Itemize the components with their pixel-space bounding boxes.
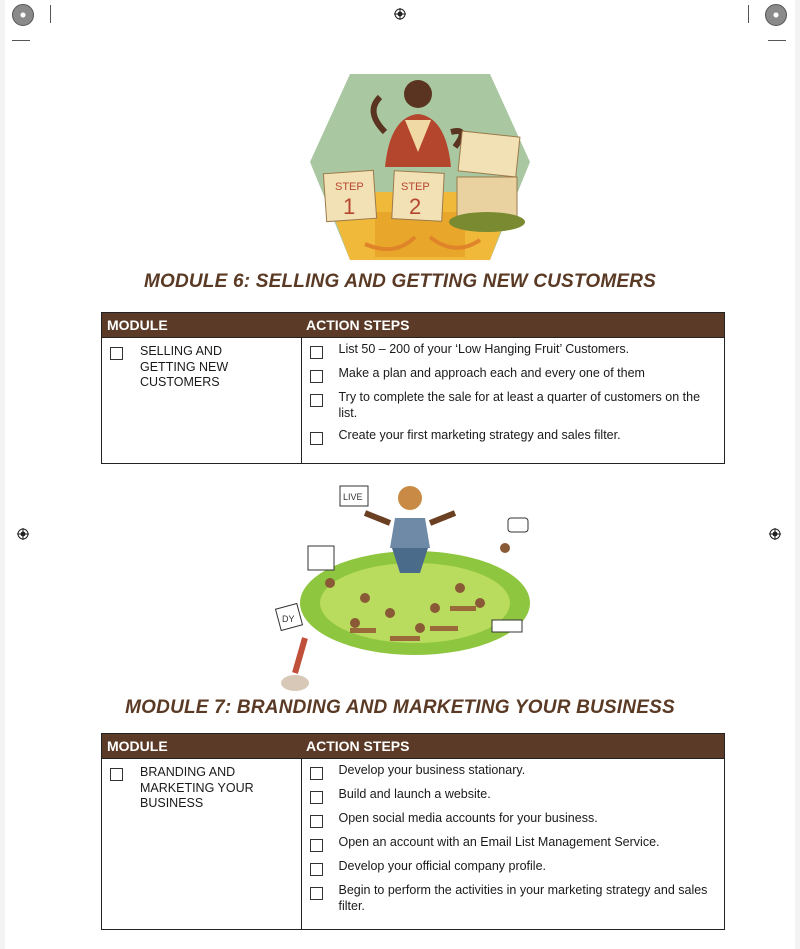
list-item (310, 787, 717, 804)
step1-label: STEP (335, 181, 364, 193)
step-checkbox[interactable] (310, 767, 323, 780)
step-text: Develop your official company profile. (338, 859, 547, 873)
step-checkbox[interactable] (310, 863, 323, 876)
module6-name: SELLING AND GETTING NEW CUSTOMERS (140, 344, 229, 389)
step-text: Open an account with an Email List Management Service. (338, 835, 660, 849)
step-text: Try to complete the sale for at least a quarter of customers on the list. (338, 390, 701, 420)
step-checkbox[interactable] (310, 887, 323, 900)
step-checkbox[interactable] (310, 370, 323, 383)
module7-title: MODULE 7: BRANDING AND MARKETING YOUR BUSINESS (125, 697, 675, 718)
module7-illustration (270, 478, 560, 698)
module7-table (101, 733, 725, 930)
step-text: Build and launch a website. (338, 787, 491, 801)
phone-sign-text: DY (282, 614, 295, 624)
crosshair-right-icon (769, 528, 781, 540)
list-item (310, 366, 717, 383)
step-text: Create your first marketing strategy and sales filter. (338, 428, 621, 442)
step-checkbox[interactable] (310, 791, 323, 804)
step-checkbox[interactable] (310, 346, 323, 359)
crop-mark (748, 5, 749, 23)
step-checkbox[interactable] (310, 815, 323, 828)
list-item (310, 835, 717, 852)
step-text: List 50 – 200 of your ‘Low Hanging Fruit’ Customers. (338, 342, 630, 356)
crosshair-top-icon (394, 8, 406, 20)
list-item (310, 428, 717, 445)
crop-mark (12, 40, 30, 41)
module6-title: MODULE 6: SELLING AND GETTING NEW CUSTOMERS (143, 271, 657, 292)
list-item (310, 883, 717, 914)
step-text: Open social media accounts for your business. (338, 811, 598, 825)
live-sign-text: LIVE (343, 492, 363, 502)
step-text: Develop your business stationary. (338, 763, 526, 777)
step1-number: 1 (343, 194, 356, 219)
step2-label: STEP (401, 181, 430, 193)
step2-number: 2 (409, 194, 422, 219)
step-text: Make a plan and approach each and every one of them (338, 366, 645, 380)
step-text: Begin to perform the activities in your marketing strategy and sales filter. (338, 883, 708, 913)
action-steps-column-header: ACTION STEPS (301, 313, 725, 338)
action-steps-cell (301, 338, 725, 464)
registration-mark-top-left-icon (12, 4, 34, 26)
list-item (310, 811, 717, 828)
registration-mark-top-right-icon (765, 4, 787, 26)
crop-mark (768, 40, 786, 41)
action-steps-column-header: ACTION STEPS (301, 734, 725, 759)
step-checkbox[interactable] (310, 432, 323, 445)
module-cell (102, 759, 302, 930)
step-checkbox[interactable] (310, 839, 323, 852)
module-column-header: MODULE (102, 734, 302, 759)
module7-checkbox[interactable] (110, 768, 123, 781)
list-item (310, 859, 717, 876)
list-item (310, 390, 717, 421)
module6-table (101, 312, 725, 464)
list-item (310, 342, 717, 359)
action-steps-cell (301, 759, 725, 930)
crosshair-left-icon (17, 528, 29, 540)
step-checkbox[interactable] (310, 394, 323, 407)
module-cell (102, 338, 302, 464)
module6-checkbox[interactable] (110, 347, 123, 360)
module-column-header: MODULE (102, 313, 302, 338)
list-item (310, 763, 717, 780)
module7-name: BRANDING AND MARKETING YOUR BUSINESS (140, 765, 254, 810)
module6-illustration (305, 72, 535, 262)
crop-mark (50, 5, 51, 23)
